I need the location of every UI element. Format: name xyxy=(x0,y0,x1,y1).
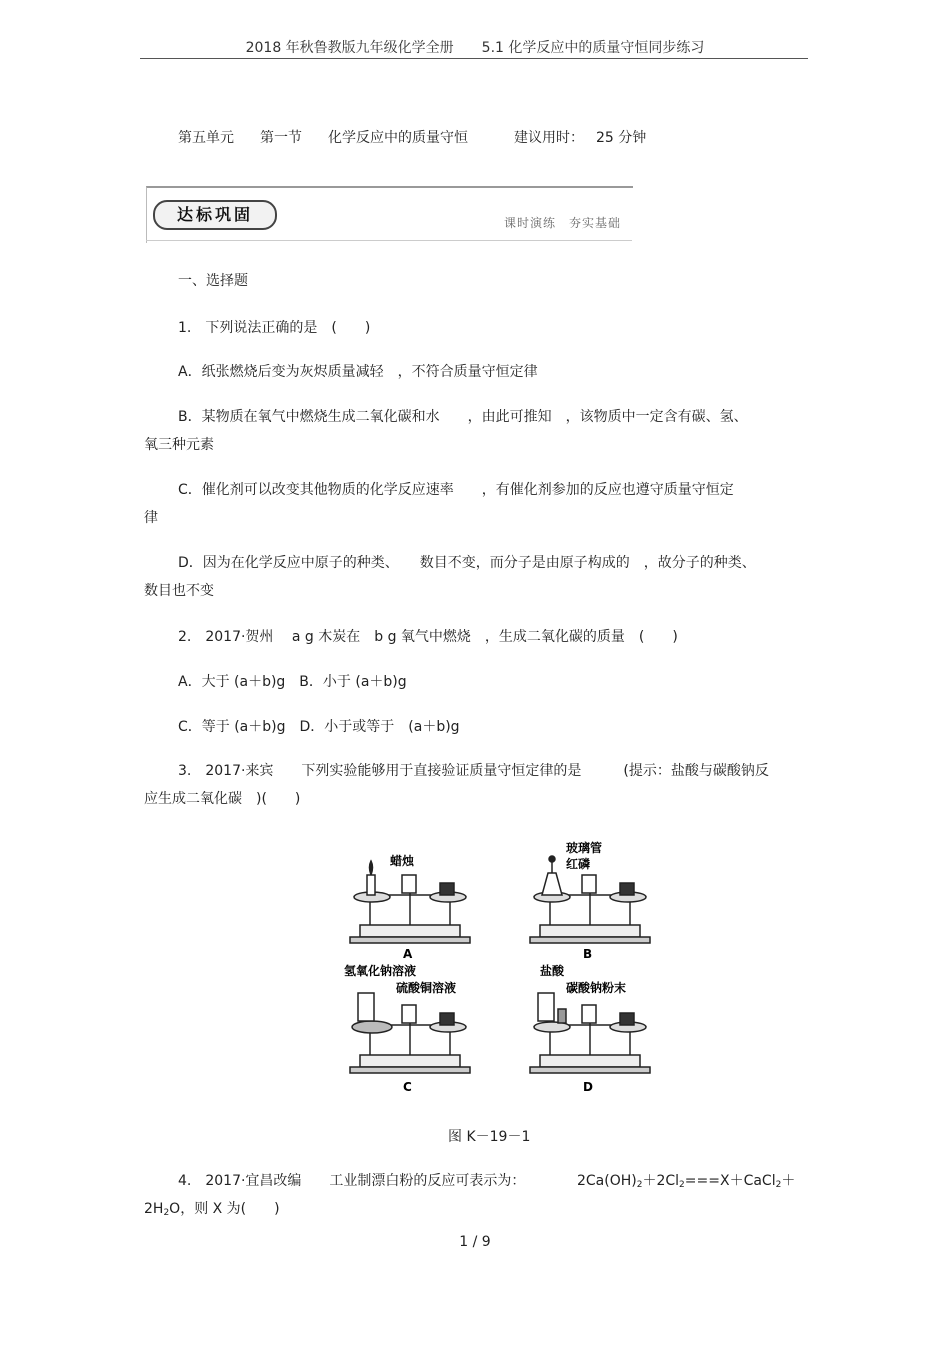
q4-h2o-h: 2H xyxy=(144,1201,164,1217)
q1-option-a: A．纸张燃烧后变为灰烬质量减轻 ，不符合质量守恒定律 xyxy=(178,364,538,380)
topic-label: 化学反应中的质量守恒 xyxy=(328,130,468,146)
label-d: D xyxy=(583,1080,593,1094)
apparatus-c xyxy=(350,993,470,1073)
section-label: 第一节 xyxy=(260,130,302,146)
label-hcl: 盐酸 xyxy=(540,964,565,978)
section-banner xyxy=(146,186,633,243)
unit-label: 第五单元 xyxy=(178,130,234,146)
q1-option-d-line2: 数目也不变 xyxy=(144,583,214,599)
q4-stem-line2 xyxy=(144,1199,280,1223)
apparatus-a xyxy=(350,861,470,943)
eq-sub3: 2 xyxy=(775,1180,782,1190)
label-na2co3: 碳酸钠粉末 xyxy=(566,981,627,995)
q1-option-b-line2: 氧三种元素 xyxy=(144,437,214,453)
section-title: 一、选择题 xyxy=(178,273,248,289)
label-c: C xyxy=(403,1080,412,1094)
label-naoh: 氢氧化钠溶液 xyxy=(344,964,417,978)
q4-equation xyxy=(577,1171,795,1195)
balance-apparatus-figure xyxy=(340,835,660,1097)
eq-sub2: 2 xyxy=(679,1180,685,1190)
q3-stem-line2: 应生成二氧化碳 )( ) xyxy=(144,791,301,807)
header-divider xyxy=(140,58,808,59)
label-cuso4: 硫酸铜溶液 xyxy=(396,981,457,995)
q1-option-c-line2: 律 xyxy=(144,510,158,526)
q4-h2o-sub: 2 xyxy=(163,1208,170,1218)
figure-caption: 图 K－19－1 xyxy=(448,1129,531,1145)
q2-stem: 2. 2017·贺州 a g 木炭在 b g 氧气中燃烧 ，生成二氧化碳的质量 ( ) xyxy=(178,629,678,645)
q1-option-b-line1: B．某物质在氧气中燃烧生成二氧化碳和水 ，由此可推知 ，该物质中一定含有碳、氢、 xyxy=(178,409,748,425)
eq-part3: ===X＋CaCl xyxy=(684,1173,776,1189)
time-value: 25 分钟 xyxy=(596,130,647,146)
page-header-title: 2018 年秋鲁教版九年级化学全册 5.1 化学反应中的质量守恒同步练习 xyxy=(245,40,705,56)
q4-h2o-rest: O，则 X 为( ) xyxy=(169,1201,280,1217)
eq-part1: 2Ca(OH) xyxy=(577,1173,637,1189)
banner-badge: 达标巩固 xyxy=(153,200,277,230)
banner-subtitle: 课时演练 夯实基础 xyxy=(503,216,621,230)
label-candle: 蜡烛 xyxy=(390,854,415,868)
eq-part2: ＋2Cl xyxy=(642,1173,680,1189)
label-b: B xyxy=(583,947,593,961)
time-label: 建议用时： xyxy=(514,130,584,146)
eq-sub1: 2 xyxy=(636,1180,643,1190)
apparatus-d xyxy=(530,993,650,1073)
q4-stem: 4. 2017·宜昌改编 工业制漂白粉的反应可表示为： xyxy=(178,1173,526,1189)
label-a: A xyxy=(403,947,413,961)
q2-options-cd: C．等于 (a＋b)g D．小于或等于 (a＋b)g xyxy=(178,719,460,735)
q1-option-d-line1: D．因为在化学反应中原子的种类、 数目不变，而分子是由原子构成的 ，故分子的种类、 xyxy=(178,555,756,571)
q2-options-ab: A．大于 (a＋b)g B．小于 (a＋b)g xyxy=(178,674,407,690)
q1-stem: 1. 下列说法正确的是 ( ) xyxy=(178,320,371,336)
page-number: 1 / 9 xyxy=(459,1234,491,1250)
q3-stem-line1: 3. 2017·来宾 下列实验能够用于直接验证质量守恒定律的是 (提示：盐酸与碳酸钠反 xyxy=(178,763,769,779)
label-glass-tube: 玻璃管 xyxy=(566,841,603,855)
eq-part4: ＋ xyxy=(781,1173,796,1189)
banner-underline xyxy=(146,240,632,241)
q1-option-c-line1: C．催化剂可以改变其他物质的化学反应速率 ，有催化剂参加的反应也遵守质量守恒定 xyxy=(178,482,734,498)
label-red-phosphorus: 红磷 xyxy=(566,857,591,871)
